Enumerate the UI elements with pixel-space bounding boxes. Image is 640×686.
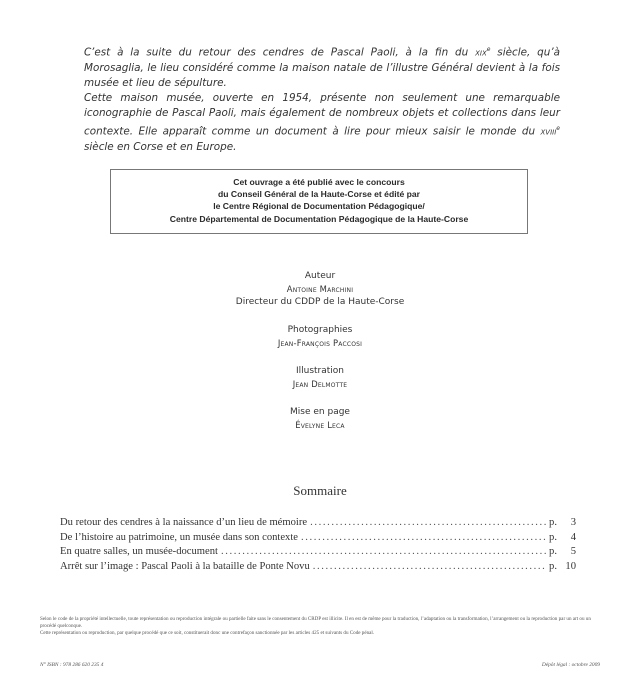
- table-of-contents: [60, 516, 576, 574]
- illustration-label: Illustration: [295, 366, 345, 376]
- toc-entry-page: p. 4: [549, 531, 576, 543]
- publication-notice-box: [110, 169, 528, 234]
- toc-leader-dots: [313, 560, 546, 575]
- toc-entry[interactable]: [60, 545, 576, 560]
- legal-notice: [40, 616, 604, 638]
- toc-entry-title: Arrêt sur l’image : Pascal Paoli à la bataille de Ponte Novu: [60, 560, 310, 572]
- century-superscript: e: [556, 125, 560, 133]
- publication-line-3: le Centre Régional de Documentation Pédagogique/: [213, 201, 425, 212]
- credit-author: [0, 270, 640, 309]
- publication-line-4: Centre Départemental de Documentation Pédagogique de la Haute-Corse: [169, 213, 469, 224]
- publication-line-1: Cet ouvrage a été publié avec le concours: [233, 177, 405, 187]
- legal-line-2: Cette représentation ou reproduction, par quelque procédé que ce soit, constituerait donc une contrefaçon sanctionnée par les articles 425 et suivants du Code pénal.: [40, 630, 375, 637]
- intro-paragraph-1: C’est à la suite du retour des cendres de Pascal Paoli, à la fin du xix$^e$ siècle, qu’à Morosaglia, le lieu considéré comme la maison natale de l’illustre Général devient à la fois musée et lieu de sépulture.: [84, 46, 560, 89]
- toc-entry-page: p. 10: [549, 560, 576, 572]
- legal-line-1: Selon le code de la propriété intellectuelle, toute représentation ou reproduction intégrale ou partielle faite sans le consentement du CRDP est illicite. Il en est de même pour la traduction, l’adaptation ou la transformation, l’arrangement ou la reproduction par un art ou un procédé quelconque.: [40, 616, 591, 630]
- photo-name: Jean-François Paccosi: [277, 338, 363, 348]
- toc-entry[interactable]: [60, 560, 576, 575]
- layout-label: Mise en page: [290, 407, 350, 417]
- toc-entry-page: p. 3: [549, 517, 576, 528]
- toc-entry-title: Du retour des cendres à la naissance d’un lieu de mémoire: [60, 517, 308, 528]
- toc-entry[interactable]: [60, 531, 576, 546]
- toc-entry-title: En quatre salles, un musée-document: [60, 546, 218, 558]
- century-superscript: e: [486, 46, 491, 53]
- illustration-name: Jean Delmotte: [292, 379, 348, 389]
- toc-leader-dots: [221, 545, 546, 560]
- credits: [0, 270, 640, 447]
- author-role: Directeur du CDDP de la Haute-Corse: [235, 297, 405, 307]
- century-numeral: xix: [475, 46, 487, 59]
- author-label: Auteur: [304, 271, 336, 281]
- credit-layout: [0, 406, 640, 432]
- author-name: Antoine Marchini: [286, 284, 354, 294]
- isbn: N° ISBN : 978 286 620 235 4: [40, 662, 104, 668]
- intro-paragraph-2: Cette maison musée, ouverte en 1954, présente non seulement une remarquable iconographie de Pascal Paoli, mais également de nombreux objets et collections dans leur contexte. Elle apparaît comme un document à lire pour mieux saisir le monde du xviii$^e$ siècle en Corse et en Europe.: [84, 92, 560, 154]
- century-numeral: xviii: [540, 125, 557, 138]
- credit-photography: [0, 324, 640, 350]
- legal-deposit: Dépôt légal : octobre 2009: [541, 662, 600, 668]
- publication-line-2: du Conseil Général de la Haute-Corse et édité par: [217, 189, 420, 200]
- photo-label: Photographies: [287, 325, 353, 335]
- toc-leader-dots: [301, 531, 546, 546]
- intro-text: [84, 42, 560, 155]
- toc-entry-page: p. 5: [549, 546, 576, 558]
- toc-leader-dots: [310, 516, 546, 531]
- layout-name: Évelyne Leca: [295, 420, 345, 430]
- toc-entry[interactable]: [60, 516, 576, 531]
- sommaire-title: Sommaire: [293, 483, 347, 498]
- credit-illustration: [0, 365, 640, 391]
- toc-entry-title: De l’histoire au patrimoine, un musée dans son contexte: [60, 531, 299, 543]
